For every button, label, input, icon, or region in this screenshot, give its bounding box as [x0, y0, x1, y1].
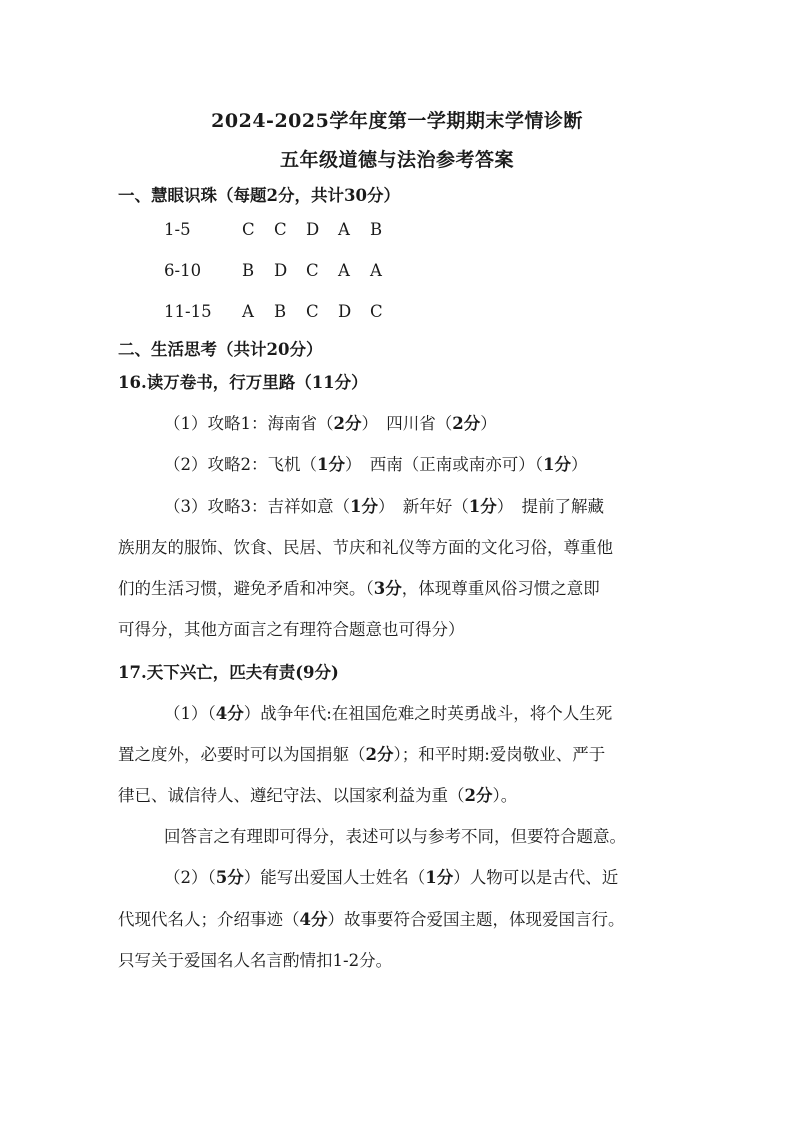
text: ） 西南（正南或南亦可）（	[344, 455, 543, 474]
points: 1分	[542, 455, 571, 474]
points: 5分	[215, 868, 244, 887]
q17-grading-note: 回答言之有理即可得分，表述可以与参考不同，但要符合题意。	[164, 827, 626, 846]
text: ）能写出爱国人士姓名（	[243, 868, 426, 887]
text: ） 提前了解藏	[496, 497, 604, 516]
answer-range: 1-5	[164, 220, 191, 239]
points: 3分	[373, 579, 402, 598]
answer-row-2	[164, 261, 402, 281]
text: ）	[480, 414, 497, 433]
answer-letter: A	[370, 261, 382, 280]
document-title-line2: 五年级道德与法治参考答案	[279, 149, 514, 171]
points: 2分	[464, 786, 493, 805]
q16-answer-2	[164, 455, 587, 475]
points: 4分	[215, 704, 244, 723]
text: ，体现尊重风俗习惯之意即	[401, 579, 600, 598]
points: 2分	[452, 414, 481, 433]
text: ）	[570, 455, 588, 474]
text: ）故事要符合爱国主题，体现爱国言行。	[327, 910, 625, 929]
points: 2分	[333, 414, 362, 433]
text: （3）攻略3：吉祥如意（	[164, 497, 350, 516]
text: ） 新年好（	[377, 497, 469, 516]
answer-letter: C	[274, 220, 287, 239]
q17-answer-1-cont-2	[118, 786, 517, 806]
answer-letter: B	[242, 261, 255, 280]
answer-letter: A	[338, 261, 350, 280]
answer-letter: A	[338, 220, 350, 239]
text: （1）（	[164, 704, 216, 723]
q17-answer-1	[164, 704, 612, 724]
answer-letter: D	[338, 302, 352, 321]
points: 1分	[317, 455, 345, 474]
points: 1分	[425, 868, 454, 887]
text: ）；和平时期:爱岗敬业、严于	[393, 745, 606, 764]
q17-answer-2	[164, 868, 618, 888]
q17-answer-2-cont-2: 只写关于爱国名人名言酌情扣1-2分。	[118, 951, 393, 970]
q16-answer-3	[164, 497, 604, 517]
answer-letter: C	[370, 302, 383, 321]
q17-answer-2-cont-1	[118, 910, 624, 930]
q17-answer-1-cont-1	[118, 745, 605, 765]
answer-letter: C	[306, 261, 319, 280]
answer-range: 6-10	[164, 261, 202, 280]
points: 1分	[468, 497, 497, 516]
q16-answer-3-cont-3: 可得分，其他方面言之有理符合题意也可得分）	[118, 620, 465, 639]
question17-heading: 17.天下兴亡，匹夫有责(9分)	[118, 663, 339, 682]
text: ）。	[492, 786, 518, 805]
text: ）战争年代:在祖国危难之时英勇战斗，将个人生死	[243, 704, 613, 723]
text: 律已、诚信待人、遵纪守法、以国家利益为重（	[118, 786, 465, 805]
section1-heading: 一、慧眼识珠（每题2分，共计30分）	[118, 186, 400, 205]
text: 代现代名人；介绍事迹（	[118, 910, 300, 929]
answer-range: 11-15	[164, 302, 212, 321]
answer-letter: A	[242, 302, 254, 321]
section2-heading: 二、生活思考（共计20分）	[118, 340, 323, 359]
answer-letter: D	[274, 261, 288, 280]
text: 们的生活习惯，避免矛盾和冲突。（	[118, 579, 374, 598]
text: 置之度外，必要时可以为国捐躯（	[118, 745, 366, 764]
q16-answer-1	[164, 414, 497, 434]
answer-letter: B	[274, 302, 287, 321]
q16-answer-3-cont-1: 族朋友的服饰、饮食、民居、节庆和礼仪等方面的文化习俗，尊重他	[118, 538, 613, 557]
q16-answer-3-cont-2	[118, 579, 600, 599]
points: 2分	[365, 745, 394, 764]
text: （2）（	[164, 868, 216, 887]
text: （1）攻略1：海南省（	[164, 414, 334, 433]
document-title-line1: 2024-2025学年度第一学期期末学情诊断	[211, 110, 583, 132]
answer-row-1	[164, 220, 402, 240]
points: 4分	[299, 910, 328, 929]
question16-heading: 16.读万卷书，行万里路（11分）	[118, 373, 368, 392]
answer-letter: B	[370, 220, 383, 239]
points: 1分	[350, 497, 378, 516]
answer-letter: D	[306, 220, 320, 239]
text: （2）攻略2：飞机（	[164, 455, 317, 474]
text: ） 四川省（	[361, 414, 453, 433]
answer-letter: C	[242, 220, 255, 239]
answer-row-3	[164, 302, 402, 322]
text: ）人物可以是古代、近	[453, 868, 619, 887]
answer-letter: C	[306, 302, 319, 321]
